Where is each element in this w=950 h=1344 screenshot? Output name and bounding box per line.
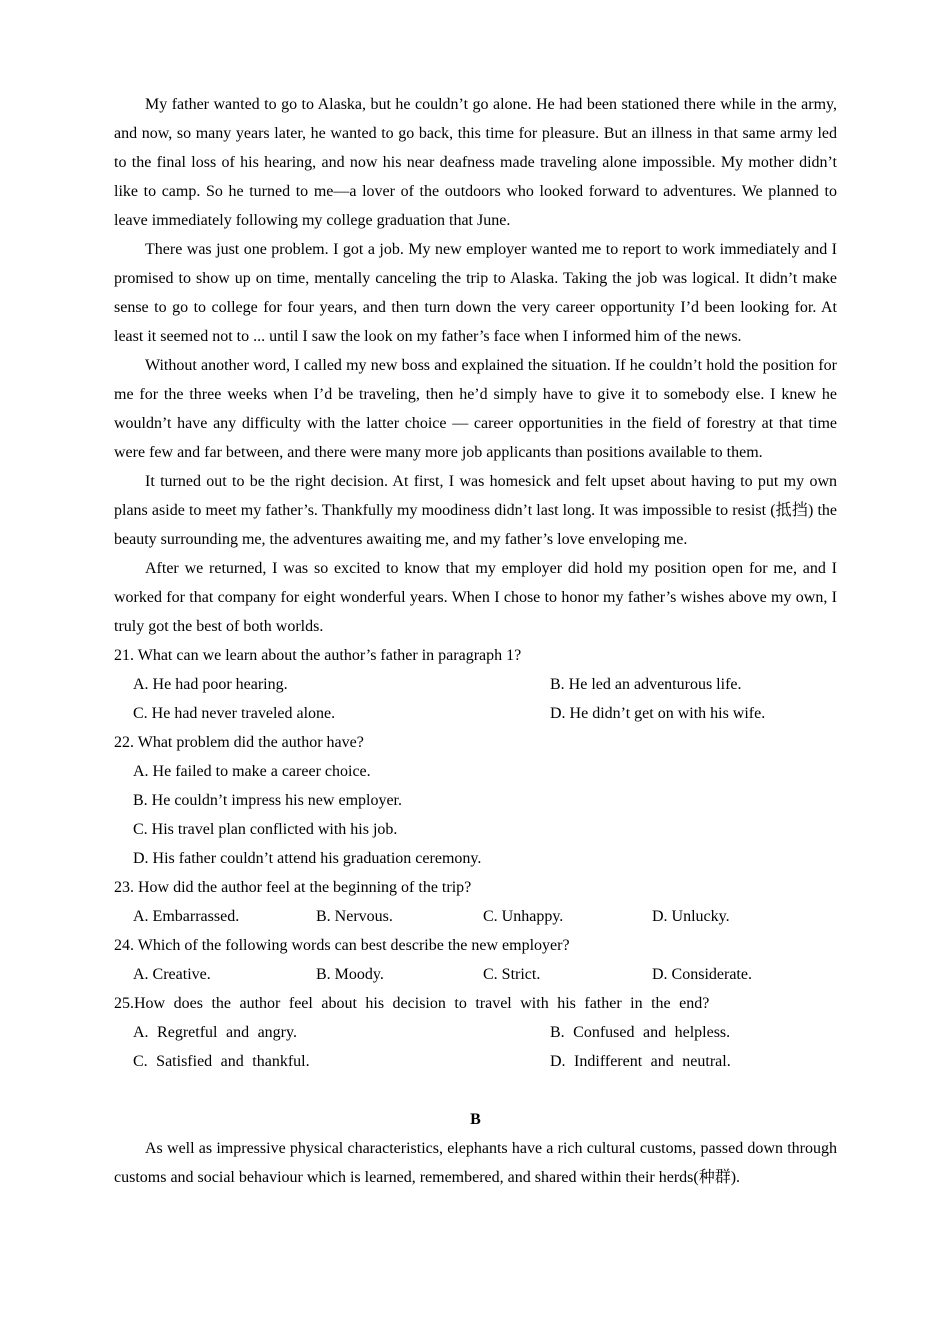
- question-25-options: [114, 1018, 837, 1076]
- question-25-stem: 25.How does the author feel about his decision to travel with his father in the end?: [114, 995, 710, 1012]
- question-21-stem: 21. What can we learn about the author’s father in paragraph 1?: [114, 647, 522, 664]
- passage-a-paragraph-5: After we returned, I was so excited to know that my employer did hold my position open for me, and I worked for that company for eight wonderful years. When I chose to honor my father’s wishes above my own, I truly got the best of both worlds.: [114, 560, 837, 635]
- question-22-option-d: D. His father couldn’t attend his graduation ceremony.: [133, 850, 482, 867]
- question-23-option-d: D. Unlucky.: [652, 908, 730, 925]
- question-list: [114, 641, 837, 1076]
- question-23-options: [114, 902, 837, 931]
- question-22-stem: 22. What problem did the author have?: [114, 734, 364, 751]
- question-23-option-c: C. Unhappy.: [483, 908, 564, 925]
- question-21-option-b: B. He led an adventurous life.: [550, 676, 742, 693]
- question-24-option-c: C. Strict.: [483, 966, 541, 983]
- question-24-option-a: A. Creative.: [133, 966, 211, 983]
- question-22: [114, 728, 837, 873]
- question-23-stem: 23. How did the author feel at the beginning of the trip?: [114, 879, 472, 896]
- question-21: [114, 641, 837, 728]
- question-22-option-a: A. He failed to make a career choice.: [133, 763, 371, 780]
- question-25-option-d: D. Indifferent and neutral.: [550, 1053, 731, 1070]
- question-23: [114, 873, 837, 931]
- question-21-option-c: C. He had never traveled alone.: [133, 705, 336, 722]
- question-22-options: [114, 757, 837, 873]
- question-24-option-d: D. Considerate.: [652, 966, 752, 983]
- passage-a-paragraph-2: There was just one problem. I got a job. My new employer wanted me to report to work immediately and I promised to show up on time, mentally canceling the trip to Alaska. Taking the job was logical. It didn’t make sense to go to college for four years, and then turn down the very career opportunity I’d been looking for. At least it seemed not to ... until I saw the look on my father’s face when I informed him of the news.: [114, 241, 837, 345]
- passage-a: [114, 90, 837, 641]
- question-22-option-b: B. He couldn’t impress his new employer.: [133, 792, 402, 809]
- question-24-option-b: B. Moody.: [316, 966, 384, 983]
- passage-a-paragraph-4: It turned out to be the right decision. At first, I was homesick and felt upset about having to put my own plans aside to meet my father’s. Thankfully my moodiness didn’t last long. It was impossible to resist (抵挡) the beauty surrounding me, the adventures awaiting me, and my father’s love enveloping me.: [114, 473, 837, 548]
- passage-b-paragraph-1: As well as impressive physical characteristics, elephants have a rich cultural customs, passed down through customs and social behaviour which is learned, remembered, and shared within their herds(种群).: [114, 1140, 837, 1186]
- question-25-option-c: C. Satisfied and thankful.: [133, 1053, 310, 1070]
- question-21-option-d: D. He didn’t get on with his wife.: [550, 705, 766, 722]
- question-21-option-a: A. He had poor hearing.: [133, 676, 288, 693]
- question-23-option-b: B. Nervous.: [316, 908, 393, 925]
- question-21-options: [114, 670, 837, 728]
- question-24-stem: 24. Which of the following words can best describe the new employer?: [114, 937, 570, 954]
- question-23-option-a: A. Embarrassed.: [133, 908, 240, 925]
- passage-b: [114, 1134, 837, 1192]
- question-25-option-b: B. Confused and helpless.: [550, 1024, 731, 1041]
- passage-a-paragraph-1: My father wanted to go to Alaska, but he couldn’t go alone. He had been stationed there while in the army, and now, so many years later, he wanted to go back, this time for pleasure. But an illness in that same army led to the final loss of his hearing, and now his near deafness made traveling alone impossible. My mother didn’t like to camp. So he turned to me—a lover of the outdoors who looked forward to adventures. We planned to leave immediately following my college graduation that June.: [114, 96, 837, 229]
- question-24-options: [114, 960, 837, 989]
- question-22-option-c: C. His travel plan conflicted with his job.: [133, 821, 398, 838]
- question-25-option-a: A. Regretful and angry.: [133, 1024, 297, 1041]
- passage-a-paragraph-3: Without another word, I called my new boss and explained the situation. If he couldn’t hold the position for me for the three weeks when I’d be traveling, then he’d simply have to give it to somebody else. I knew he wouldn’t have any difficulty with the latter choice — career opportunities in the field of forestry at that time were few and far between, and there were many more job applicants than positions available to them.: [114, 357, 837, 461]
- question-24: [114, 931, 837, 989]
- section-b-heading: B: [470, 1111, 481, 1128]
- question-25: [114, 989, 837, 1076]
